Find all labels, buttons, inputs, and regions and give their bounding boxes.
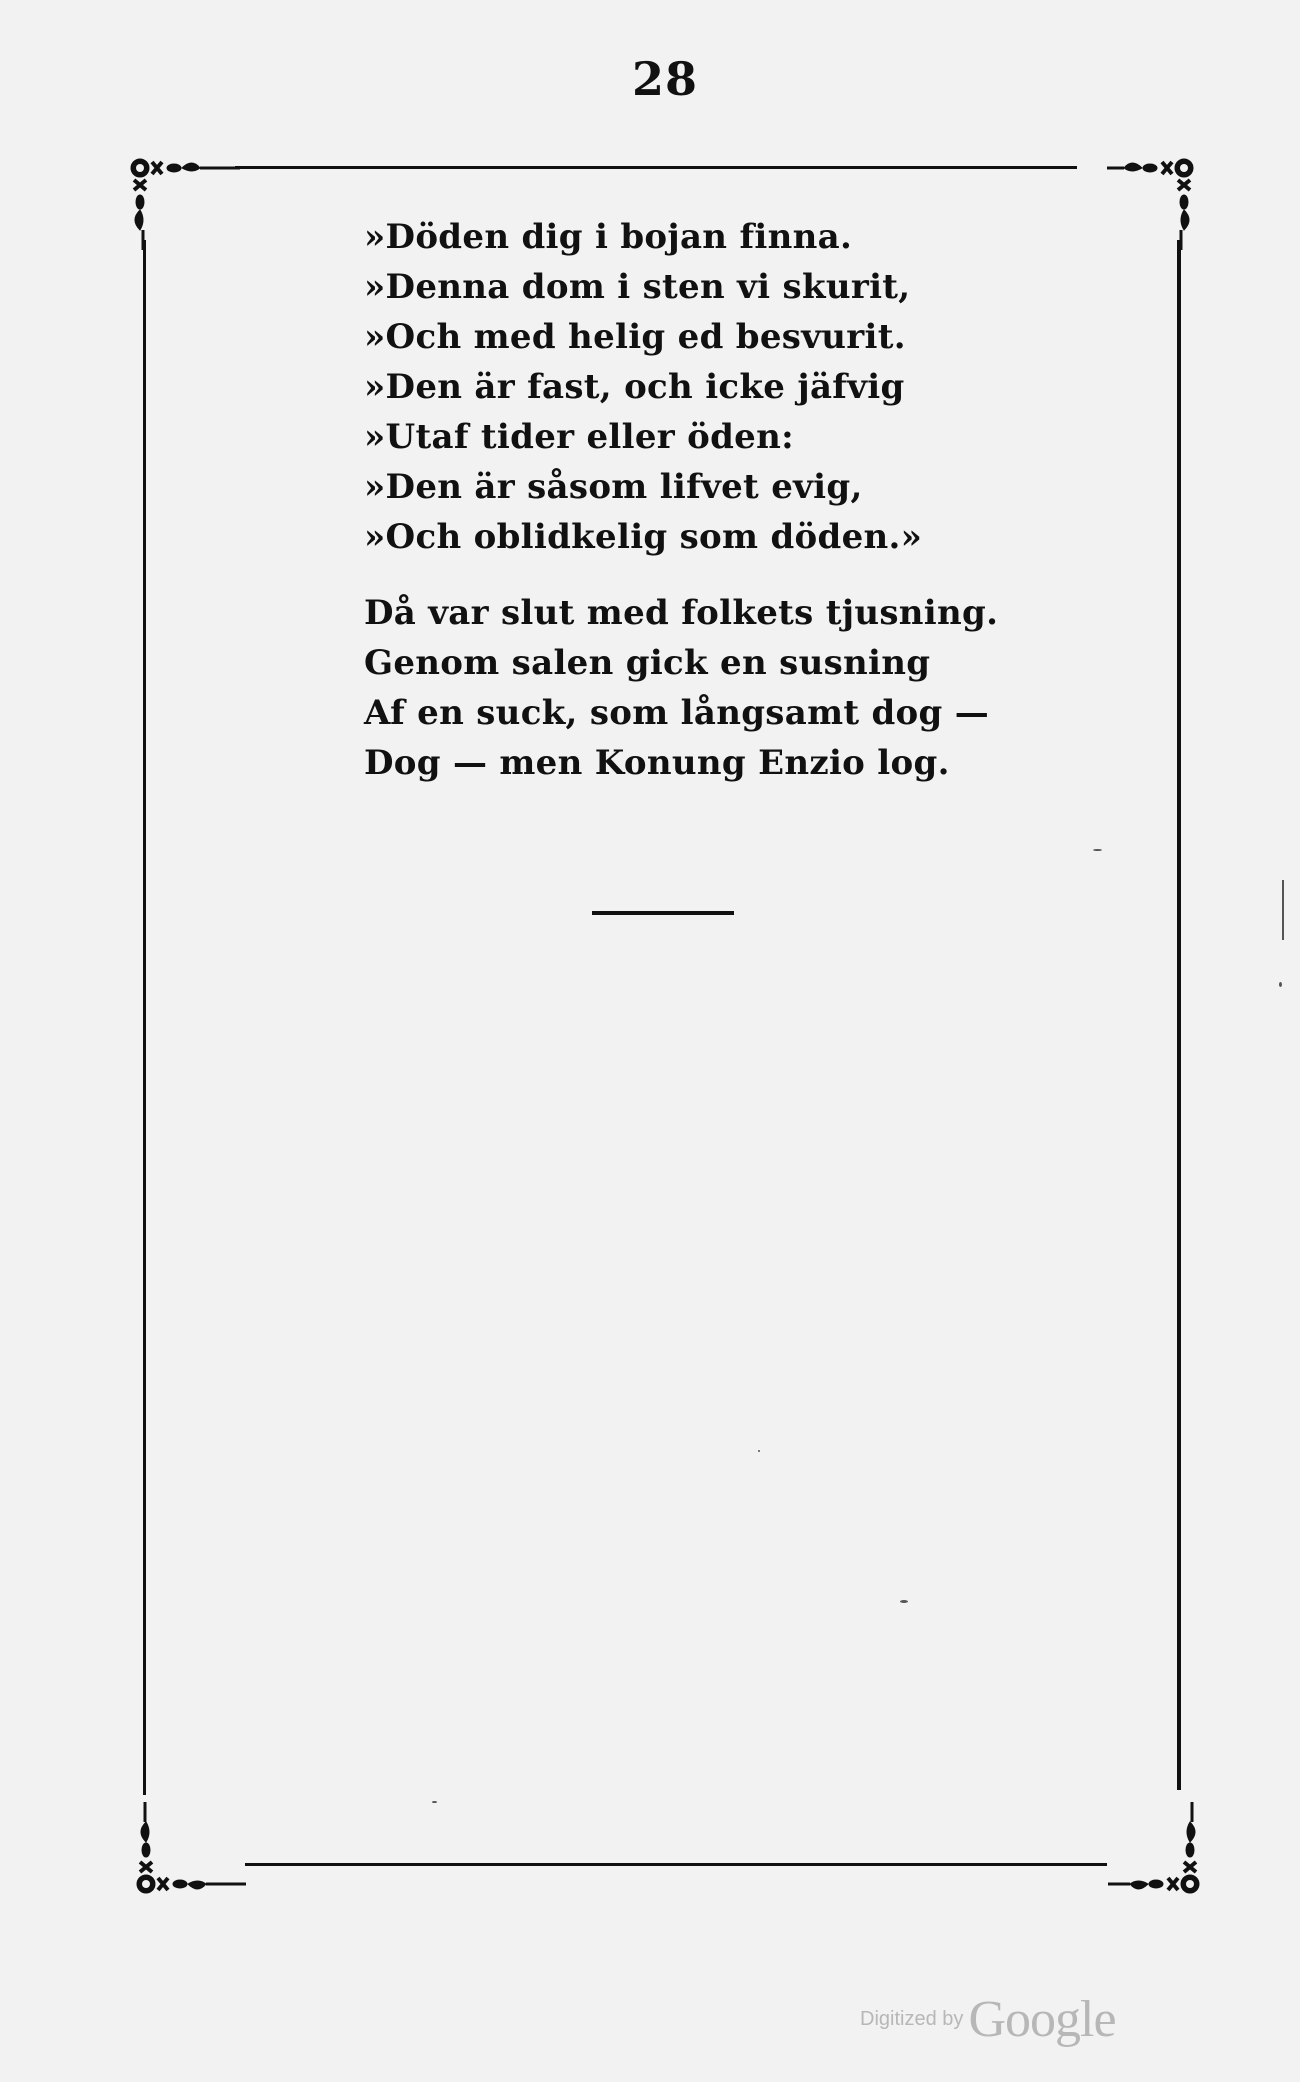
- stanza: [364, 588, 998, 788]
- verse-line: Af en suck, som långsamt dog —: [364, 693, 990, 733]
- verse-line: »Den är såsom lifvet evig,: [364, 467, 863, 507]
- verse-line: »Den är fast, och icke jäfvig: [364, 367, 905, 407]
- verse-line: »Denna dom i sten vi skurit,: [364, 267, 911, 307]
- digitization-watermark: [860, 1990, 1116, 2049]
- verse-line: Genom salen gick en susning: [364, 643, 931, 683]
- poem-text: [364, 212, 998, 788]
- verse-line: Då var slut med folkets tjusning.: [364, 593, 999, 633]
- stanza: [364, 212, 998, 562]
- verse-line: Dog — men Konung Enzio log.: [364, 743, 950, 783]
- scan-speck: [900, 1600, 908, 1603]
- corner-ornament-bottom-right-icon: [1088, 1782, 1208, 1902]
- section-end-rule: [592, 911, 734, 915]
- google-logo: Google: [968, 1991, 1116, 2048]
- frame-right-rule: [1177, 240, 1181, 1790]
- watermark-prefix: Digitized by: [860, 2008, 964, 2030]
- verse-line: »Utaf tider eller öden:: [364, 417, 794, 457]
- corner-ornament-top-right-icon: [1082, 150, 1202, 270]
- scan-speck: [1279, 982, 1282, 987]
- scan-speck: [1093, 849, 1102, 851]
- verse-line: »Döden dig i bojan finna.: [364, 217, 853, 257]
- corner-ornament-top-left-icon: [122, 150, 242, 270]
- verse-line: »Och oblidkelig som döden.»: [364, 517, 923, 557]
- page-number: 28: [631, 52, 698, 106]
- scan-speck: [758, 1450, 760, 1452]
- frame-top-rule: [235, 166, 1077, 169]
- scan-speck: [432, 1801, 437, 1803]
- frame-bottom-rule: [245, 1863, 1107, 1866]
- corner-ornament-bottom-left-icon: [128, 1782, 248, 1902]
- verse-line: »Och med helig ed besvurit.: [364, 317, 906, 357]
- frame-left-rule: [143, 240, 146, 1795]
- scan-speck: [1282, 880, 1284, 940]
